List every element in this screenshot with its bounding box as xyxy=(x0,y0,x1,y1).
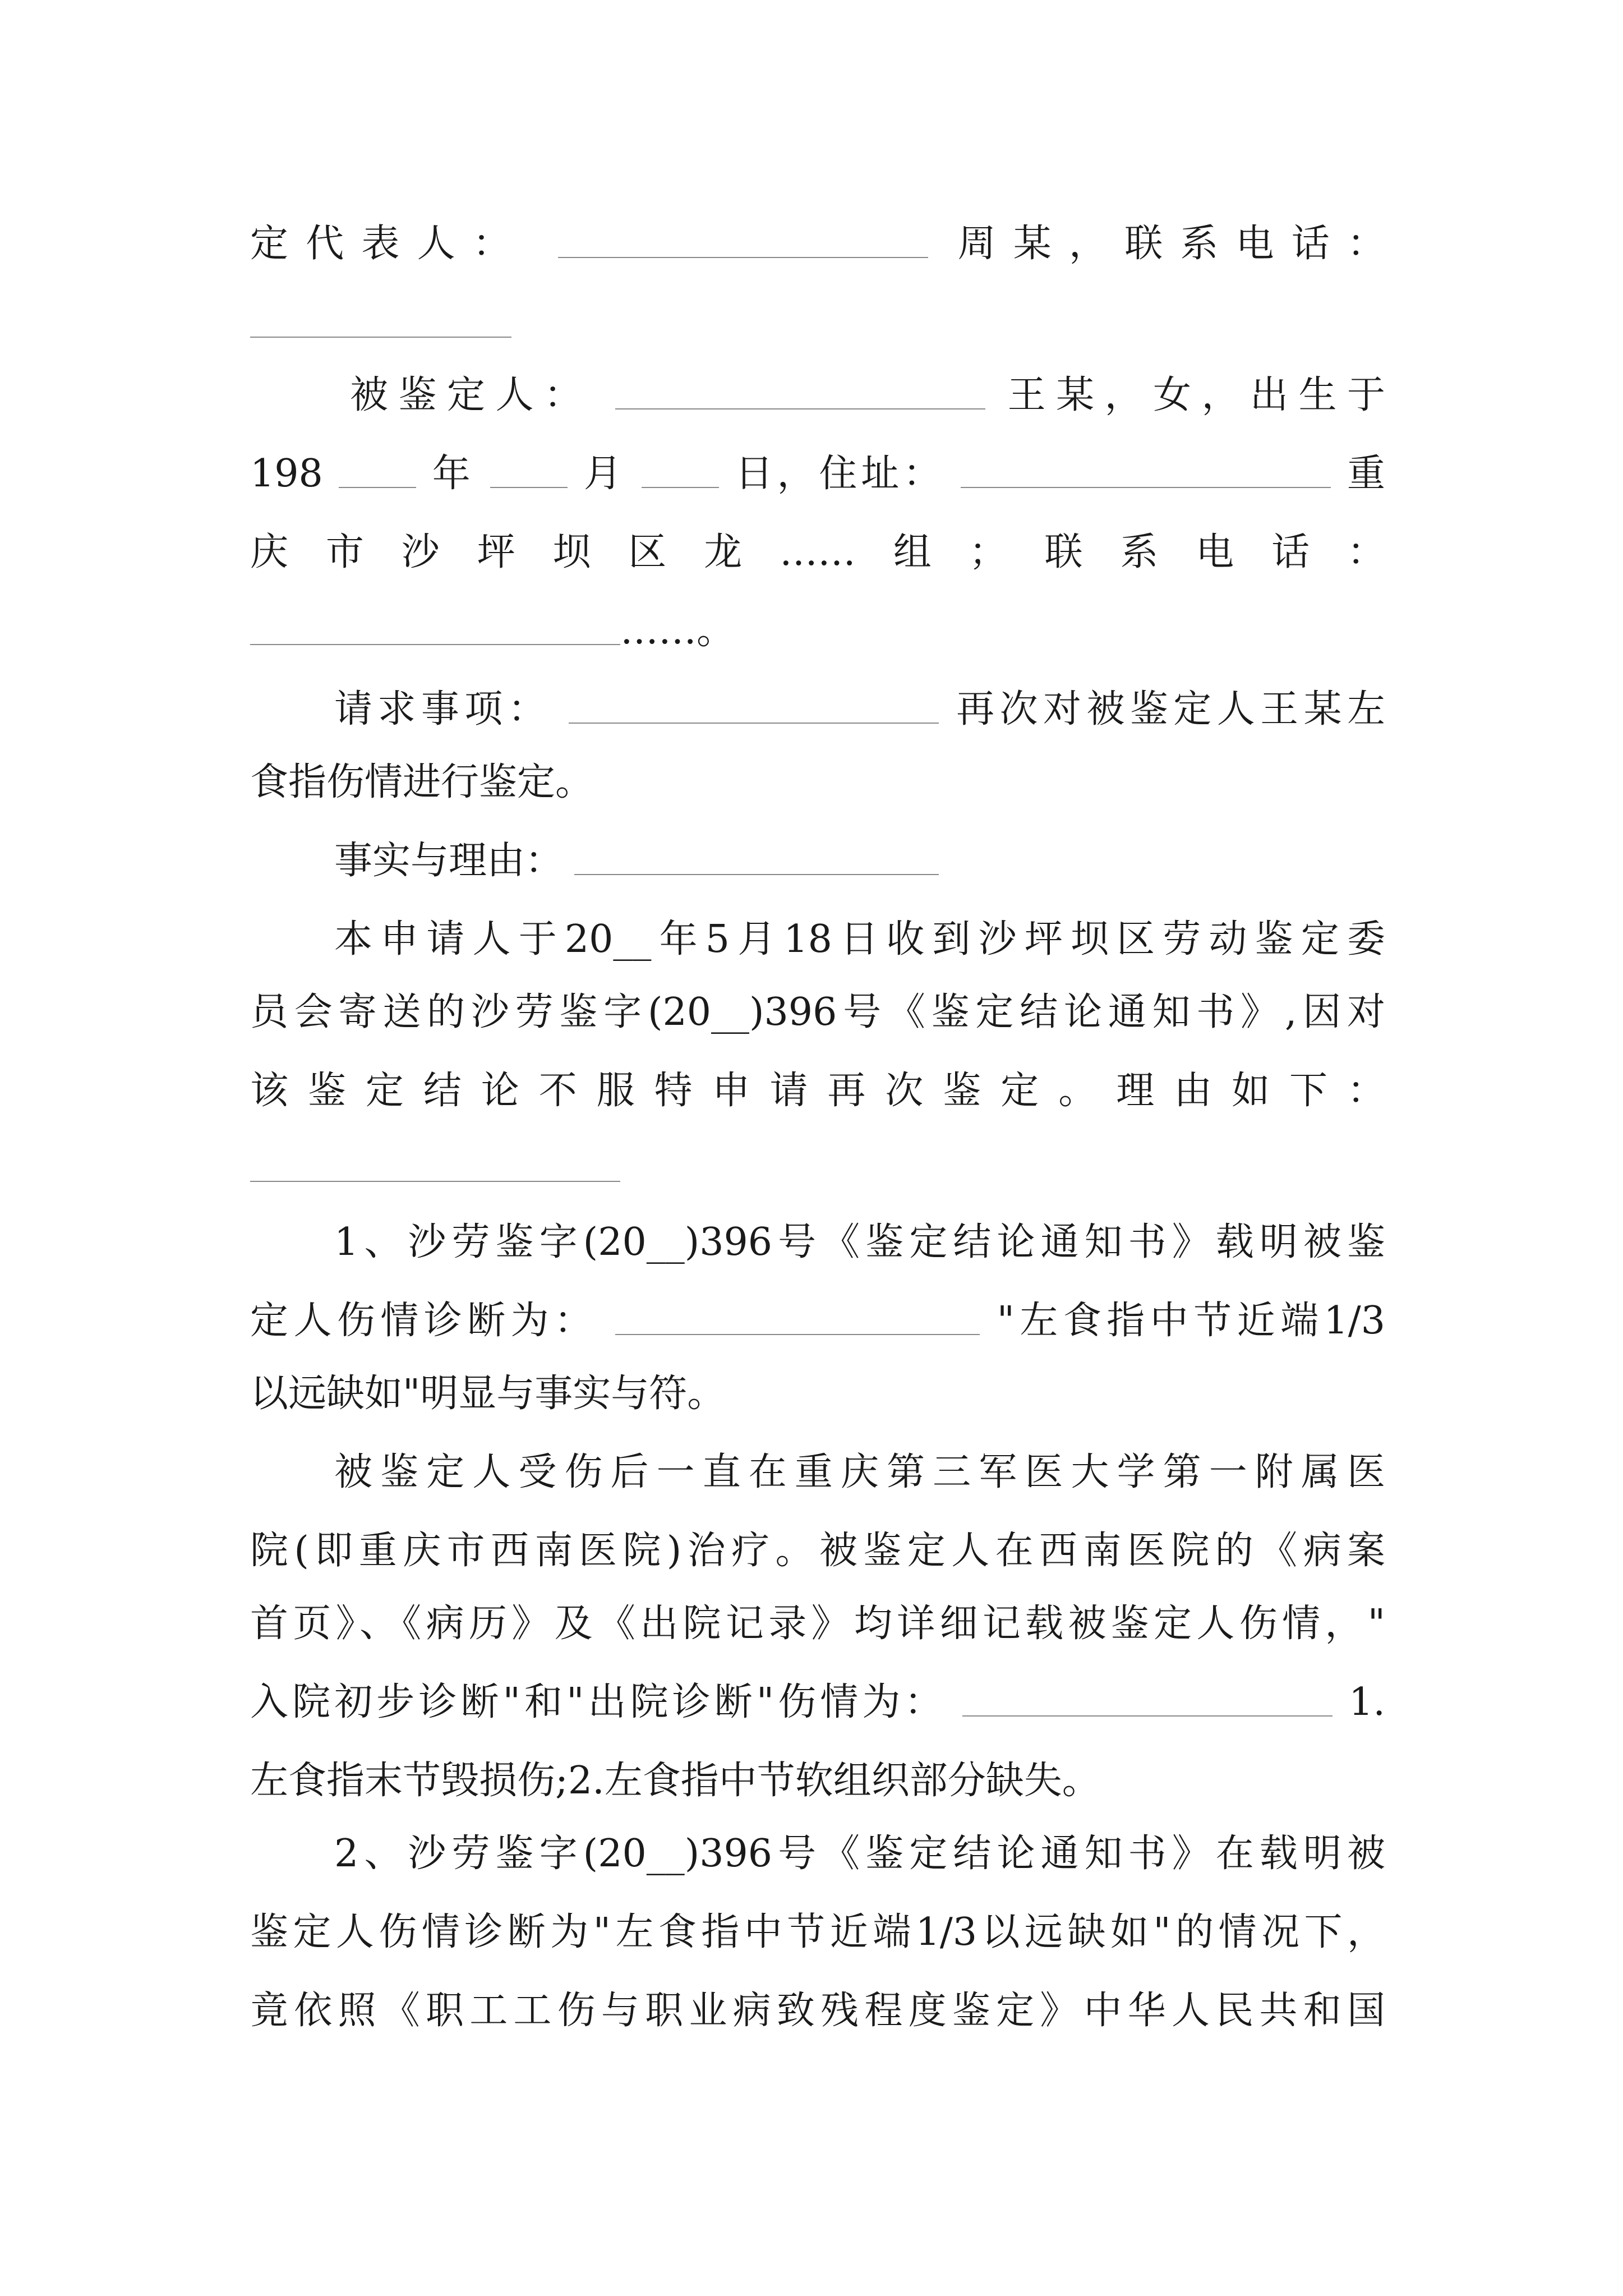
text-line-20: 2、沙劳鉴字(20__)396号《鉴定结论通知书》在载明被 xyxy=(334,1832,1385,1876)
text-line-19: 左食指末节毁损伤;2.左食指中节软组织部分缺失。 xyxy=(250,1759,1100,1803)
text-line-11: 该鉴定结论不服特申请再次鉴定。理由如下： xyxy=(250,1069,1385,1113)
text-line-2: 被鉴定人： 王某，女，出生于 xyxy=(250,367,1385,424)
blank-line xyxy=(615,1294,980,1335)
text-line-8: 事实与理由： xyxy=(250,833,1385,889)
blank-line xyxy=(339,447,416,488)
blank-line xyxy=(250,337,511,338)
blank-line xyxy=(962,1676,1332,1717)
blank-line xyxy=(574,834,939,875)
blank-line xyxy=(558,217,928,258)
text-line-10: 员会寄送的沙劳鉴字(20__)396号《鉴定结论通知书》,因对 xyxy=(250,990,1385,1034)
text-line-7: 食指伤情进行鉴定。 xyxy=(250,760,594,804)
text-line-18: 入院初步诊断"和"出院诊断"伤情为： 1. xyxy=(250,1674,1385,1731)
blank-line xyxy=(961,447,1331,488)
blank-line xyxy=(615,369,985,409)
text-line-15: 被鉴定人受伤后一直在重庆第三军医大学第一附属医 xyxy=(334,1450,1385,1494)
blank-line xyxy=(642,447,719,488)
blank-line xyxy=(569,683,939,724)
text-line-5: ……。 xyxy=(250,603,1385,659)
text-line-22: 竟依照《职工工伤与职业病致残程度鉴定》中华人民共和国 xyxy=(250,1989,1385,2033)
text-line-16: 院(即重庆市西南医院)治疗。被鉴定人在西南医院的《病案 xyxy=(250,1529,1385,1573)
blank-line xyxy=(490,447,568,488)
text-line-17: 首页》、《病历》及《出院记录》均详细记载被鉴定人伤情，" xyxy=(250,1602,1385,1646)
blank-line xyxy=(250,1181,620,1182)
text-line-13: 定人伤情诊断为： "左食指中节近端1/3 xyxy=(250,1293,1385,1349)
text-line-21: 鉴定人伤情诊断为"左食指中节近端1/3以远缺如"的情况下， xyxy=(250,1910,1385,1954)
text-line-12: 1、沙劳鉴字(20__)396号《鉴定结论通知书》载明被鉴 xyxy=(334,1220,1385,1264)
text-line-3: 198 年 月 日，住址： 重 xyxy=(250,446,1385,502)
text-line-6: 请求事项： 再次对被鉴定人王某左 xyxy=(250,682,1385,738)
text-line-4: 庆市沙坪坝区龙……组；联系电话： xyxy=(250,530,1385,574)
text-line-14: 以远缺如"明显与事实与符。 xyxy=(250,1372,726,1416)
text-line-9: 本申请人于20__年5月18日收到沙坪坝区劳动鉴定委 xyxy=(334,917,1385,961)
blank-line xyxy=(250,604,620,645)
text-line-1: 定代表人： 周某，联系电话： xyxy=(250,216,1385,272)
